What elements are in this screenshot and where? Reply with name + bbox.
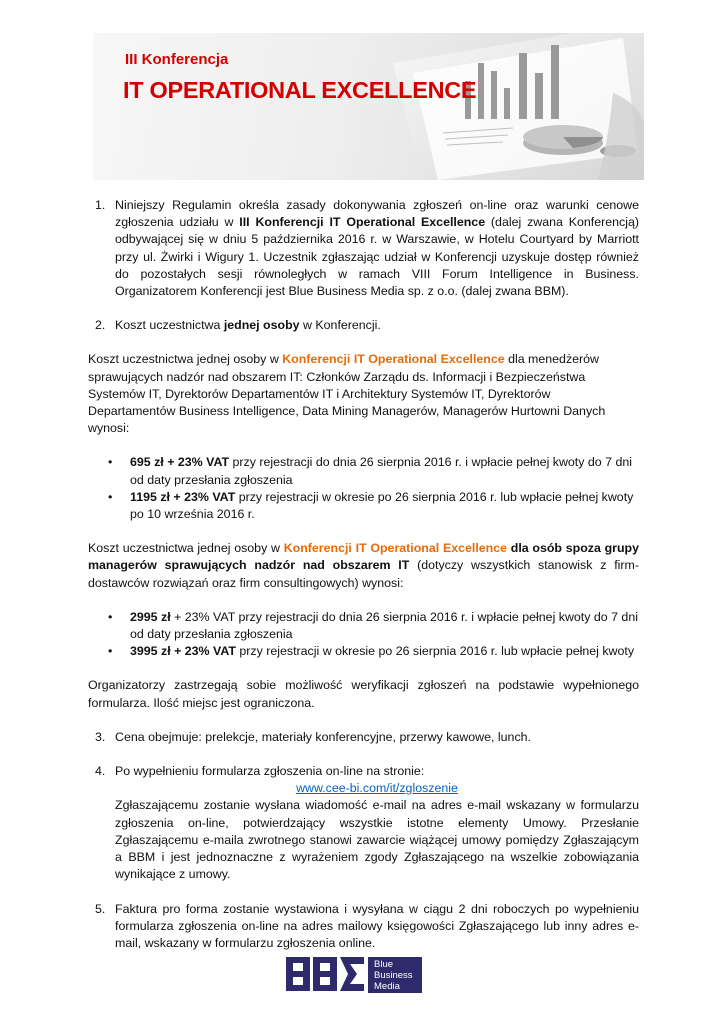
- text: w Konferencji.: [299, 318, 381, 333]
- section-2: [88, 317, 639, 334]
- price: 1195 zł + 23% VAT: [130, 489, 236, 504]
- text: (dalej zwana Konferencją) odbywającej się w dniu 5 października 2016 r. w Warszawie, w Hotelu Courtyard by Marriott przy ul. Żwirki i Wigury 1. Uczestnik zgłaszając udział w Konferencji uzyskuje dostęp również do pozostałych sesji równoległych w ramach VIII Forum Intelligence in Business. Organizatorem Konferencji jest Blue Business Media sp. z o.o. (dalej zwana BBM).: [115, 215, 639, 299]
- list-item: [88, 454, 639, 488]
- logo-text: Business: [374, 970, 413, 981]
- text: Po wypełnieniu formularza zgłoszenia on-line na stronie:: [115, 764, 425, 779]
- section-number: 2.: [95, 318, 106, 333]
- conference-name: Konferencji IT Operational Excellence: [282, 352, 505, 367]
- section-4: [88, 763, 639, 883]
- logo-text: Media: [374, 981, 400, 992]
- text: Zgłaszającemu zostanie wysłana wiadomość e-mail na adres e-mail wskazany w formularzu zgłoszenia on-line, potwierdzający wszystkie istotne elementy Umowy. Przesłanie Zgłaszającemu e-maila zwrotnego stanowi zawarcie wiążącej umowy pomiędzy Zgłaszającym a BBM i jest jednoznaczne z wyrażeniem zgody Zgłaszającego na wszelkie zobowiązania wynikające z umowy.: [115, 798, 639, 882]
- text: (dotyczy wszystkich stanowisk z firm-dostawców rozwiązań oraz firm consultingowych) wynosi:: [88, 558, 639, 590]
- list-item: [88, 489, 639, 523]
- section-5: [88, 901, 639, 953]
- conference-name: III Konferencji IT Operational Excellence: [239, 215, 486, 230]
- conference-title: IT OPERATIONAL EXCELLENCE: [123, 77, 477, 103]
- section-number: 3.: [95, 729, 106, 744]
- pricing-managers-intro: [88, 351, 639, 437]
- header-banner: [93, 33, 644, 180]
- regulations-body: [88, 197, 639, 952]
- text: Cena obejmuje: prelekcje, materiały konferencyjne, przerwy kawowe, lunch.: [115, 729, 531, 744]
- logo-text: Blue: [374, 959, 394, 970]
- list-item: [88, 609, 639, 643]
- bbm-logo-icon: [286, 955, 366, 993]
- conference-edition: III Konferencja: [125, 51, 229, 68]
- section-3: [88, 729, 639, 746]
- text: przy rejestracji w okresie po 26 sierpnia 2016 r. lub wpłacie pełnej kwoty: [235, 644, 635, 659]
- pricing-others-intro: [88, 540, 639, 592]
- text: Faktura pro forma zostanie wystawiona i wysyłana w ciągu 2 dni roboczych po wypełnieniu formularza zgłoszenia on-line na adres mailowy księgowości Zgłaszającego lub inny adres e-mail, wskazany w formularzu zgłoszenia online.: [115, 901, 639, 950]
- text: przy rejestracji w okresie po 26 sierpnia 2016 r. lub wpłacie pełnej kwoty po 10 września 2016 r.: [130, 489, 634, 522]
- emphasis: jednej osoby: [223, 318, 300, 333]
- registration-link[interactable]: www.cee-bi.com/it/zgloszenie: [296, 781, 458, 796]
- conference-name: Konferencji IT Operational Excellence: [283, 541, 508, 556]
- section-number: 4.: [95, 764, 106, 779]
- bbm-logo-text: [368, 957, 422, 993]
- section-number: 1.: [95, 198, 106, 212]
- text: + 23% VAT przy rejestracji do dnia 26 sierpnia 2016 r. i wpłacie pełnej kwoty do 7 dni od daty przesłania zgłoszenia: [130, 609, 638, 642]
- text: dla menedżerów sprawujących nadzór nad obszarem IT: Członków Zarządu ds. Informacji i Bezpieczeństwa Systemów IT, Dyrektorów Departamentów IT i Architektury Systemów IT, Dyrektorów Departamentów Business Intelligence, Data Mining Managerów, Managerów Hurtowni Danych wynosi:: [88, 352, 606, 436]
- list-item: [88, 643, 639, 660]
- price: 2995 zł: [130, 609, 171, 624]
- section-1: [88, 197, 639, 300]
- pricing-managers-list: [88, 454, 639, 523]
- text: Niniejszy Regulamin określa zasady dokonywania zgłoszeń on-line oraz warunki cenowe zgłoszenia udziału w: [115, 198, 639, 230]
- text: Koszt uczestnictwa jednej osoby w: [88, 541, 284, 556]
- price: 695 zł + 23% VAT: [130, 455, 230, 470]
- text: Koszt uczestnictwa jednej osoby w: [88, 352, 283, 367]
- verification-note: Organizatorzy zastrzegają sobie możliwość weryfikacji zgłoszeń na podstawie wypełnionego formularza. Ilość miejsc jest ograniczona.: [88, 678, 639, 710]
- price: 3995 zł + 23% VAT: [130, 644, 236, 659]
- emphasis: dla osób spoza grupy managerów sprawujących nadzór nad obszarem IT: [88, 541, 640, 573]
- section-number: 5.: [95, 901, 106, 916]
- pricing-others-list: [88, 609, 639, 661]
- text: Koszt uczestnictwa: [115, 318, 224, 333]
- text: przy rejestracji do dnia 26 sierpnia 2016 r. i wpłacie pełnej kwoty do 7 dni od daty przesłania zgłoszenia: [130, 455, 632, 487]
